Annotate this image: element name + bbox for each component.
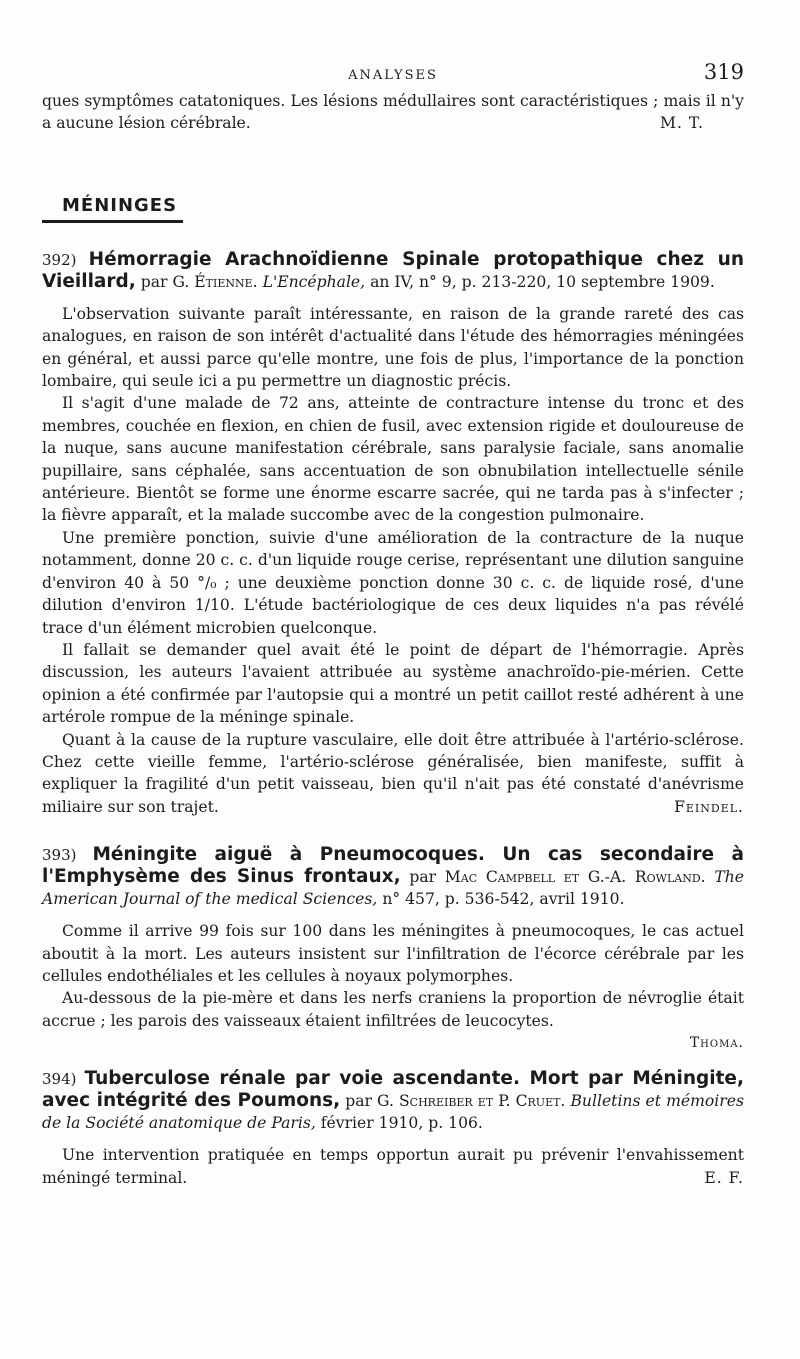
entry-journal: The American Journal of the medical Sciences, <box>42 868 744 909</box>
entry-signature: Thoma. <box>689 1035 744 1052</box>
entry-heading <box>42 1068 744 1134</box>
entry-392 <box>42 249 744 818</box>
paragraph: Il s'agit d'une malade de 72 ans, atteinte de contracture intense du tronc et des membres, couchée en flexion, en chien de fusil, avec extension rigide et douloureuse de la nuque, sans aucune manifestation cérébrale, sans paralysie faciale, sans anomalie pupillaire, sans céphalée, sans accentuation de son obnubilation intellectuelle sénile antérieure. Bientôt se forme une énorme escarre sacrée, qui ne tarda pas à s'infecter ; la fièvre apparaît, et la malade succombe avec de la congestion pulmonaire. <box>42 394 744 525</box>
entry-number: 394) <box>42 1070 77 1089</box>
prev-entry-text: ques symptômes catatoniques. Les lésions médullaires sont caractéristiques ; mais il n'y a aucune lésion cérébrale. M. T. <box>42 90 744 135</box>
entry-authors: G. Schreiber et P. Cruet. <box>377 1092 566 1111</box>
paragraph: Il fallait se demander quel avait été le point de départ de l'hémorragie. Après discussion, les auteurs l'avaient attribuée au système anachroïdo-pie-mérien. Cette opinion a été confirmée par l'autopsie qui a montré un petit caillot resté adhérent à une artérole rompue de la méninge spinale. <box>42 640 744 727</box>
entry-journal: L'Encéphale, <box>262 272 366 291</box>
page-number: 319 <box>703 60 744 84</box>
entry-authors: Mac Campbell et G.-A. Rowland. <box>444 868 706 887</box>
entry-heading <box>42 844 744 910</box>
entry-by: par <box>409 868 437 887</box>
entry-details: an IV, n° 9, p. 213-220, 10 septembre 1909. <box>370 272 715 291</box>
paragraph-with-signature: Une intervention pratiquée en temps opportun aurait pu prévenir l'envahissement méningé terminal. E. F. <box>42 1144 744 1189</box>
entry-by: par <box>345 1092 372 1111</box>
paragraph: Au-dessous de la pie-mère et dans les nerfs craniens la proportion de névroglie était accrue ; les parois des vaisseaux étaient infiltrées de leucocytes. <box>42 989 744 1030</box>
entry-number: 393) <box>42 846 77 865</box>
paragraph: Comme il arrive 99 fois sur 100 dans les méningites à pneumocoques, le cas actuel aboutit à la mort. Les auteurs insistent sur l'infiltration de l'écorce cérébrale par les cellules endothéliales et les cellules à noyaux polymorphes. <box>42 922 744 985</box>
paragraph: L'observation suivante paraît intéressante, en raison de la grande rareté des cas analogues, en raison de son intérêt d'actualité dans l'étude des hémorragies méningées en général, et aussi parce qu'elle montre, une fois de plus, l'importance de la ponction lombaire, qui seule ici a pu permettre un diagnostic précis. <box>42 304 744 391</box>
entry-394 <box>42 1068 744 1189</box>
entry-title: Méningite aiguë à Pneumocoques. Un cas secondaire à l'Emphysème des Sinus frontaux, <box>42 844 744 888</box>
running-title: ANALYSES <box>348 68 438 83</box>
entry-journal: Bulletins et mémoires de la Société anatomique de Paris, <box>42 1092 744 1133</box>
entry-title: Hémorragie Arachnoïdienne Spinale protopathique chez un Vieillard, <box>42 248 744 292</box>
entry-details: février 1910, p. 106. <box>320 1114 483 1133</box>
running-head <box>42 60 744 90</box>
entry-signature: Feindel. <box>674 797 744 816</box>
entry-authors: G. Étienne. <box>172 272 258 291</box>
entry-title: Tuberculose rénale par voie ascendante. Mort par Méningite, avec intégrité des Poumons, <box>42 1068 744 1112</box>
section-title: MÉNINGES <box>42 195 183 223</box>
entry-by: par <box>140 272 168 291</box>
entry-signature: E. F. <box>704 1168 744 1187</box>
entry-heading <box>42 249 744 293</box>
paragraph: Une première ponction, suivie d'une amélioration de la contracture de la nuque notamment, donne 20 c. c. d'un liquide rouge cerise, représentant une dilution sanguine d'environ 40 à 50 °/₀ ; une deuxième ponction donne 30 c. c. de liquide rosé, d'une dilution d'environ 1/10. L'étude bactériologique de ces deux liquides n'a pas révélé trace d'un élément microbien quelconque. <box>42 528 744 637</box>
prev-entry-signature: M. T. <box>660 114 704 133</box>
entry-393 <box>42 844 744 1054</box>
paragraph-with-signature: Quant à la cause de la rupture vasculaire, elle doit être attribuée à l'artério-sclérose. Chez cette vieille femme, l'artério-sclérose généralisée, bien manifeste, suffit à expliquer la fragilité d'un petit vaisseau, bien qu'il n'ait pas été constaté d'anévrisme miliaire sur son trajet. Feindel. <box>42 729 744 819</box>
entry-details: n° 457, p. 536-542, avril 1910. <box>382 890 625 909</box>
page <box>42 60 744 1189</box>
entry-number: 392) <box>42 250 77 269</box>
